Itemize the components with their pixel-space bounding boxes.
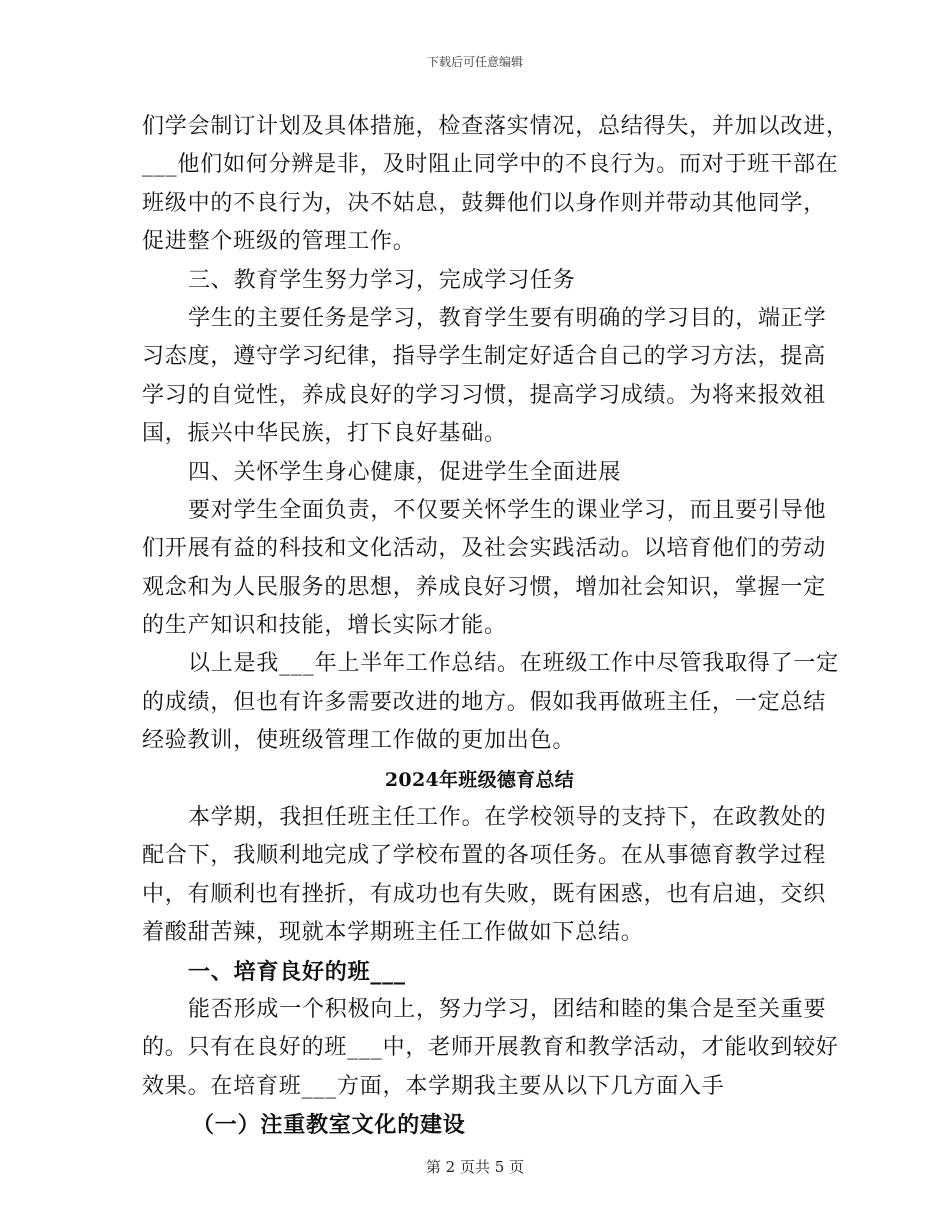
paragraph-line: 习态度，遵守学习纪律，指导学生制定好适合自己的学习方法，提高 — [142, 344, 827, 370]
paragraph-line: 班级中的不良行为，决不姑息，鼓舞他们以身作则并带动其他同学， — [142, 190, 827, 216]
subsection-heading: （一）注重教室文化的建设 — [192, 1112, 466, 1139]
paragraph-line: 能否形成一个积极向上，努力学习，团结和睦的集合是至关重要 — [188, 996, 827, 1022]
paragraph-line: 效果。在培育班___方面，本学期我主要从以下几方面入手 — [142, 1073, 725, 1099]
paragraph-line: 经验教训，使班级管理工作做的更加出色。 — [142, 728, 576, 754]
paragraph-line: 配合下，我顺利地完成了学校布置的各项任务。在从事德育教学过程 — [142, 843, 827, 869]
section-heading: 一、培育良好的班___ — [188, 958, 406, 985]
paragraph-line: 的生产知识和技能，增长实际才能。 — [142, 613, 507, 639]
paragraph-line: ___他们如何分辨是非，及时阻止同学中的不良行为。而对于班干部在 — [142, 152, 839, 178]
paragraph-line: 中，有顺利也有挫折，有成功也有失败，既有困惑，也有启迪，交织 — [142, 881, 827, 907]
paragraph-line: 要对学生全面负责，不仅要关怀学生的课业学习，而且要引导他 — [188, 497, 827, 523]
paragraph-line: 以上是我___年上半年工作总结。在班级工作中尽管我取得了一定 — [188, 651, 840, 677]
paragraph-line: 学习的自觉性，养成良好的学习习惯，提高学习成绩。为将来报效祖 — [142, 382, 827, 408]
paragraph-line: 们学会制订计划及具体措施，检查落实情况，总结得失，并加以改进， — [142, 114, 849, 139]
paragraph-line: 国，振兴中华民族，打下良好基础。 — [142, 421, 507, 447]
paragraph-line: 观念和为人民服务的思想，养成良好习惯，增加社会知识，掌握一定 — [142, 574, 827, 600]
page-footer: 第 2 页共 5 页 — [425, 1158, 525, 1176]
document-title: 2024年班级德育总结 — [384, 768, 575, 791]
paragraph-line: 学生的主要任务是学习，教育学生要有明确的学习目的，端正学 — [188, 305, 827, 331]
paragraph-line: 促进整个班级的管理工作。 — [142, 229, 416, 255]
page-header: 下载后可任意编辑 — [426, 55, 523, 69]
section-heading: 四、关怀学生身心健康，促进学生全面进展 — [188, 459, 622, 485]
section-heading: 三、教育学生努力学习，完成学习任务 — [188, 267, 576, 293]
paragraph-line: 的成绩，但也有许多需要改进的地方。假如我再做班主任，一定总结 — [142, 689, 827, 715]
paragraph-line: 们开展有益的科技和文化活动，及社会实践活动。以培育他们的劳动 — [142, 536, 827, 562]
paragraph-line: 着酸甜苦辣，现就本学期班主任工作做如下总结。 — [142, 920, 644, 946]
paragraph-line: 的。只有在良好的班___中，老师开展教育和教学活动，才能收到较好 — [142, 1035, 839, 1061]
document-body — [142, 108, 849, 1145]
paragraph-line: 本学期，我担任班主任工作。在学校领导的支持下，在政教处的 — [188, 805, 827, 831]
